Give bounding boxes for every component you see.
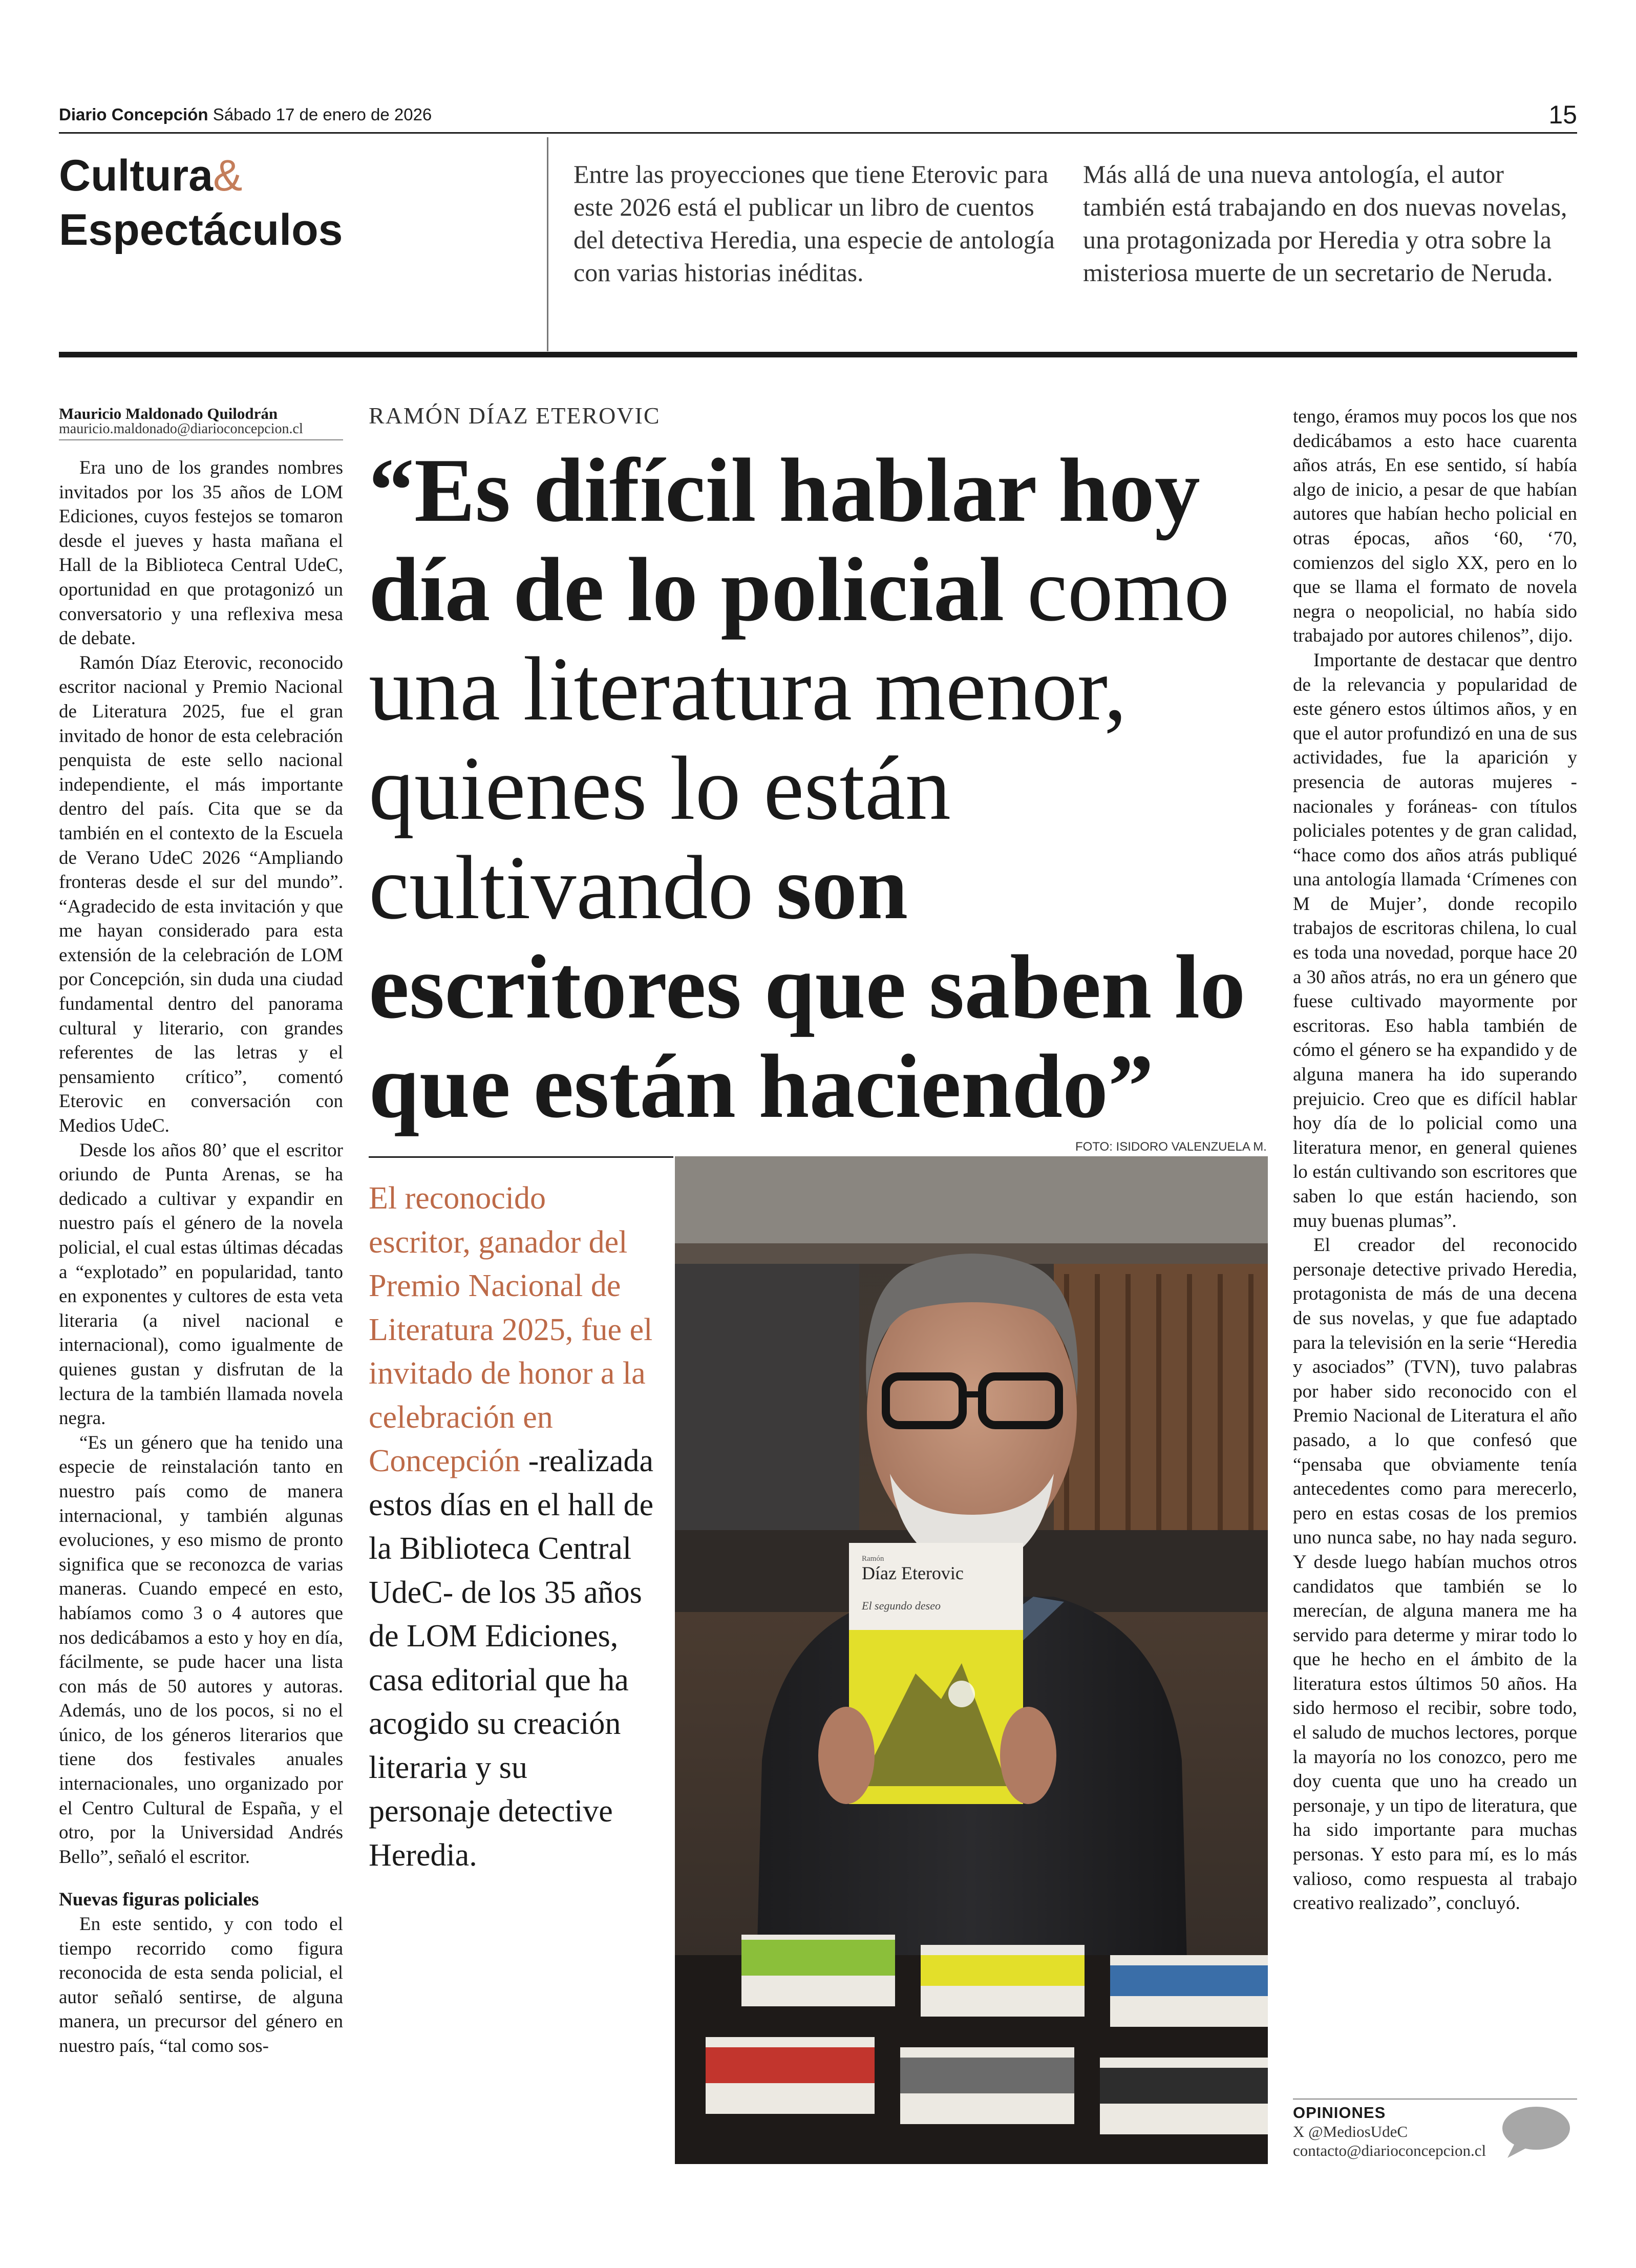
speech-bubble-icon xyxy=(1500,2104,1572,2160)
book-title: El segundo deseo xyxy=(862,1599,941,1612)
pullquote xyxy=(369,1177,655,1877)
body-column-right xyxy=(1293,405,1577,1916)
opinions-rule xyxy=(1293,2099,1577,2100)
pullquote-rest: -realizada estos días en el hall de la Biblioteca Central UdeC- de los 35 años de LOM Ediciones, casa editorial que ha acogido su creación literaria y su personaje detective Heredia. xyxy=(369,1444,654,1873)
header-rule xyxy=(59,132,1577,134)
background-shelf xyxy=(675,1264,859,1530)
photo-credit: FOTO: ISIDORO VALENZUELA M. xyxy=(1075,1140,1267,1154)
deck-summary-1: Entre las proyecciones que tiene Eterovic para este 2026 está el publicar un libro de cuentos del detectiva Heredia, una especie de antología con varias historias inéditas. xyxy=(573,160,1055,287)
byline-author: Mauricio Maldonado Quilodrán xyxy=(59,405,278,422)
book-author: Díaz Eterovic xyxy=(862,1563,964,1583)
paragraph: En este sentido, y con todo el tiempo recorrido como figura reconocida de esta senda policial, el autor señaló sentirse, de alguna manera, un precursor del género en nuestro país, “tal como sos- xyxy=(59,1914,343,2057)
headline-bold-1: “Es difícil hablar hoy día de lo policial xyxy=(369,439,1200,640)
header-thick-rule xyxy=(59,352,1577,357)
headline-bold-2: son escritores que saben lo que están haciendo” xyxy=(369,837,1246,1137)
kicker: RAMÓN DÍAZ ETEROVIC xyxy=(369,402,661,429)
header-divider xyxy=(547,137,548,351)
paragraph: Ramón Díaz Eterovic, reconocido escritor nacional y Premio Nacional de Literatura 2025, fue el gran invitado de honor de esta celebración penquista de este sello nacional independiente, el más importante dentro del país. Cita que se da también en el contexto de la Escuela de Verano UdeC 2026 “Ampliando fronteras desde el sur del mundo”. “Agradecido de esta invitación y que me hayan considerado para esta extensión de la celebración de LOM por Concepción, sin duda una ciudad fundamental dentro del panorama cultural y literario, con grandes referentes de las letras y el pensamiento crítico”, comentó Eterovic en conversación con Medios UdeC. xyxy=(59,652,343,1137)
right-hand xyxy=(1000,1707,1056,1804)
headline xyxy=(369,440,1270,1136)
opinions-title: OPINIONES xyxy=(1293,2104,1386,2122)
author-photo xyxy=(675,1156,1268,2164)
byline-rule xyxy=(59,439,343,440)
left-hand xyxy=(818,1707,875,1804)
held-book xyxy=(849,1543,1023,1804)
folio-line xyxy=(59,105,432,124)
headline-regular: como una literatura menor, quienes lo están cultivando xyxy=(369,539,1230,938)
deck-summary-2: Más allá de una nueva antología, el autor también está trabajando en dos nuevas novelas, una protagonizada por Heredia y otra sobre la misteriosa muerte de un secretario de Neruda. xyxy=(1083,160,1567,287)
book-author-small: Ramón xyxy=(862,1555,884,1563)
ceiling xyxy=(675,1156,1268,1243)
paragraph: El creador del reconocido personaje detective privado Heredia, protagonista de más de una decena de sus novelas, y que fue adaptado para la televisión en la serie “Heredia y asociados” (TVN), tuvo palabras por haber sido reconocido con el Premio Nacional de Literatura el año pasado, a lo que confesó que “pensaba que obviamente tenía antecedentes como para merecerlo, pero en estas cosas de los premios uno nunca sabe, no hay nada seguro. Y desde luego habían muchos otros candidatos que también se lo merecían, de alguna manera me ha servido para determe y mirar todo lo que he hecho en el ámbito de la literatura estos últimos 50 años. Ha sido hermoso el recibir, sobre todo, el saludo de muchos lectores, porque la mayoría no los conozco, pero me doy cuenta que uno ha creado un personaje, y un tipo de literatura, que ha sido importante para muchas personas. Y esto para mí, es lo más valioso, como respuesta al trabajo creativo realizado”, concluyó. xyxy=(1293,1235,1577,1914)
subhead: Nuevas figuras policiales xyxy=(59,1889,259,1911)
section-title-line1: Cultura xyxy=(59,151,213,200)
paragraph: tengo, éramos muy pocos los que nos dedicábamos a esto hace cuarenta años atrás, En ese sentido, sí había algo de inicio, a pesar de que habían autores que habían hecho policial en otras épocas, años ‘60, ‘70, comienzos del siglo XX, pero en lo que se llama el formato de novela negra o neopolicial, no había sido trabajado por autores chilenos”, dijo. xyxy=(1293,406,1577,647)
body-column-left xyxy=(59,456,343,2059)
newspaper-name: Diario Concepción xyxy=(59,105,208,124)
page-number: 15 xyxy=(1548,100,1577,129)
section-title xyxy=(59,149,343,257)
paragraph: “Es un género que ha tenido una especie de reinstalación tanto en nuestro país como de manera internacional, y también algunas evoluciones, y eso mismo de pronto significa que se reconozca de varias maneras. Cuando empecé en esto, habíamos como 3 o 4 autores que nos dedicábamos a esto y hoy en día, fácilmente, se pude hacer una lista con más de 50 autores y autoras. Además, uno de los pocos, si no el único, de los géneros literarios que tiene dos festivales anuales internacionales, uno organizado por el Centro Cultural de España, y el otro, por la Universidad Andrés Bello”, señaló el escritor. xyxy=(59,1432,343,1868)
paragraph: Era uno de los grandes nombres invitados por los 35 años de LOM Ediciones, cuyos festejos se tomaron desde el jueves y hasta mañana el Hall de la Biblioteca Central UdeC, oportunidad en que protagonizó un conversatorio y una reflexiva mesa de debate. xyxy=(59,457,343,649)
issue-date: Sábado 17 de enero de 2026 xyxy=(213,105,432,124)
section-ampersand: & xyxy=(213,151,243,200)
opinions-email[interactable]: contacto@diarioconcepcion.cl xyxy=(1293,2142,1486,2159)
pullquote-accent: El reconocido escritor, ganador del Premio Nacional de Literatura 2025, fue el invitado de honor a la celebración en Concepción xyxy=(369,1181,653,1478)
pullquote-rule xyxy=(369,1156,673,1158)
byline-email: mauricio.maldonado@diarioconcepcion.cl xyxy=(59,421,303,437)
section-title-line2: Espectáculos xyxy=(59,205,343,255)
paragraph: Importante de destacar que dentro de la relevancia y popularidad de este género estos últimos años, y en que el autor profundizó en una de sus actividades, fue la aparición y presencia de autoras mujeres -nacionales y foráneas- con títulos policiales potentes y de gran calidad, “hace como dos años atrás publiqué una antología llamada ‘Crímenes con M de Mujer’, donde recopilo trabajos de escritoras chilena, lo cual es toda una novedad, porque hace 20 a 30 años atrás, no era un género que fuese cultivado mayormente por escritoras. Eso habla también de cómo el género se ha expandido y de alguna manera ha ido superando prejuicio. Creo que es difícil hablar hoy día de lo policial como una literatura menor, en general quienes lo están cultivando son escritores que saben lo que están haciendo, son muy buenas plumas”. xyxy=(1293,649,1577,1232)
paragraph: Desde los años 80’ que el escritor oriundo de Punta Arenas, se ha dedicado a cultivar y expandir en nuestro país el género de la novela policial, el cual estas últimas décadas a “explotado” en popularidad, tanto en exponentes y cultores de esta veta literaria (a nivel nacional e internacional), como igualmente de quienes gustan y disfrutan de la lectura de la también llamada novela negra. xyxy=(59,1139,343,1429)
opinions-x-handle[interactable]: X @MediosUdeC xyxy=(1293,2123,1408,2140)
